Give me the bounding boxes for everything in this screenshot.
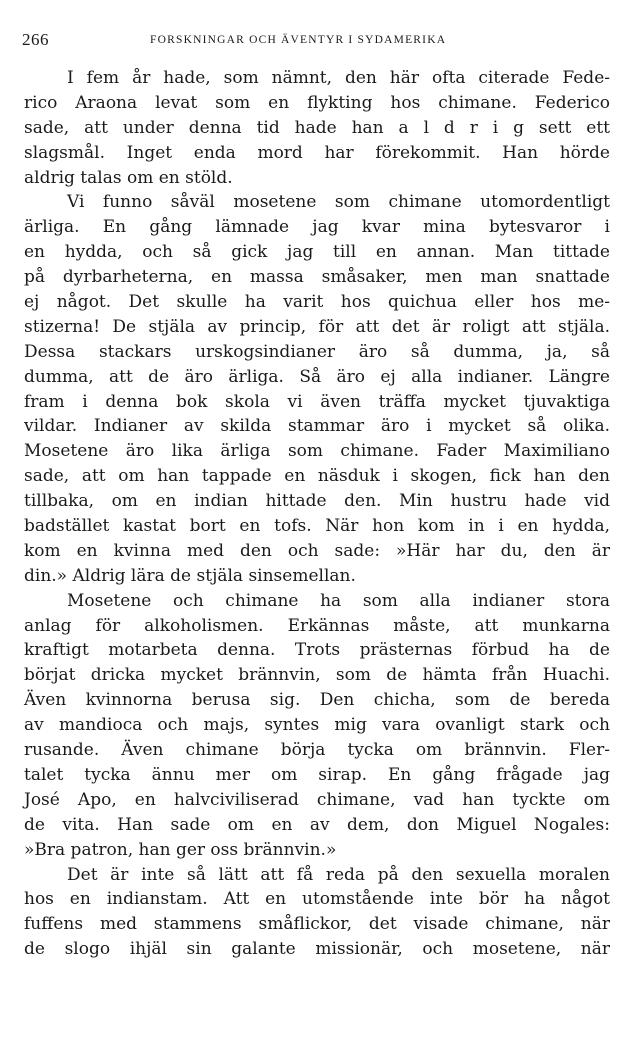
text-line: slagsmål. Inget enda mord har förekommit. Han hörde (24, 142, 610, 163)
text-line: fram i denna bok skola vi även träffa mycket tjuvaktiga (24, 391, 610, 412)
paragraph (24, 66, 610, 190)
text-line: tillbaka, om en indian hittade den. Min hustru hade vid (24, 491, 610, 512)
running-title: FORSKNINGAR OCH ÄVENTYR I SYDAMERIKA (150, 34, 447, 46)
text-line: Även kvinnorna berusa sig. Den chicha, som de bereda (24, 690, 610, 711)
text-line: I fem år hade, som nämnt, den här ofta citerade Fede- (67, 68, 610, 88)
text-line: de vita. Han sade om en av dem, don Miguel Nogales: (24, 814, 610, 835)
text-line: sade, att om han tappade en näsduk i skogen, fick han den (24, 466, 610, 487)
text-line: José Apo, en halvciviliserad chimane, vad han tyckte om (24, 789, 610, 810)
text-line: av mandioca och majs, syntes mig vara ovanligt stark och (24, 715, 610, 736)
text-line: de slogo ihjäl sin galante missionär, och mosetene, när (24, 939, 610, 960)
text-line: din.» Aldrig lära de stjäla sinsemellan. (24, 565, 356, 586)
text-line: kraftigt motarbeta denna. Trots prästernas förbud ha de (24, 640, 610, 661)
text-line: Det är inte så lätt att få reda på den sexuella moralen (67, 864, 610, 885)
page-number: 266 (22, 30, 49, 49)
text-line: sade, att under denna tid hade han a l d r i g sett ett (24, 117, 610, 138)
text-line: stizerna! De stjäla av princip, för att det är roligt att stjäla. (24, 316, 610, 337)
text-line: »Bra patron, han ger oss brännvin.» (24, 839, 337, 860)
text-line: hos en indianstam. Att en utomstående inte bör ha något (24, 889, 610, 910)
text-line: fuffens med stammens småflickor, det visade chimane, när (24, 914, 610, 935)
text-line: ärliga. En gång lämnade jag kvar mina bytesvaror i (24, 217, 610, 238)
body-text (24, 66, 610, 962)
text-line: talet tycka ännu mer om sirap. En gång frågade jag (24, 764, 610, 785)
text-line: börjat dricka mycket brännvin, som de hämta från Huachi. (24, 665, 610, 686)
text-line: ej något. Det skulle ha varit hos quichua eller hos me- (24, 292, 610, 313)
text-line: vildar. Indianer av skilda stammar äro i mycket så olika. (24, 416, 610, 437)
paragraph (24, 190, 610, 588)
text-line: Mosetene äro lika ärliga som chimane. Fader Maximiliano (24, 441, 610, 462)
text-line: Vi funno såväl mosetene som chimane utomordentligt (67, 192, 610, 213)
text-line: en hydda, och så gick jag till en annan. Man tittade (24, 242, 610, 263)
text-line: Mosetene och chimane ha som alla indianer stora (67, 590, 610, 611)
text-line: rico Araona levat som en flykting hos chimane. Federico (24, 92, 610, 113)
text-line: badstället kastat bort en tofs. När hon kom in i en hydda, (24, 516, 610, 537)
text-line: på dyrbarheterna, en massa småsaker, men man snattade (24, 267, 610, 288)
paragraph (24, 589, 610, 863)
text-line: anlag för alkoholismen. Erkännas måste, att munkarna (24, 615, 610, 636)
page-header (22, 30, 612, 50)
text-line: aldrig talas om en stöld. (24, 167, 233, 188)
text-line: dumma, att de äro ärliga. Så äro ej alla indianer. Längre (24, 366, 610, 387)
text-line: rusande. Även chimane börja tycka om brännvin. Fler- (24, 740, 610, 761)
paragraph (24, 863, 610, 963)
text-line: kom en kvinna med den och sade: »Här har du, den är (24, 540, 610, 561)
text-line: Dessa stackars urskogsindianer äro så dumma, ja, så (24, 341, 610, 362)
